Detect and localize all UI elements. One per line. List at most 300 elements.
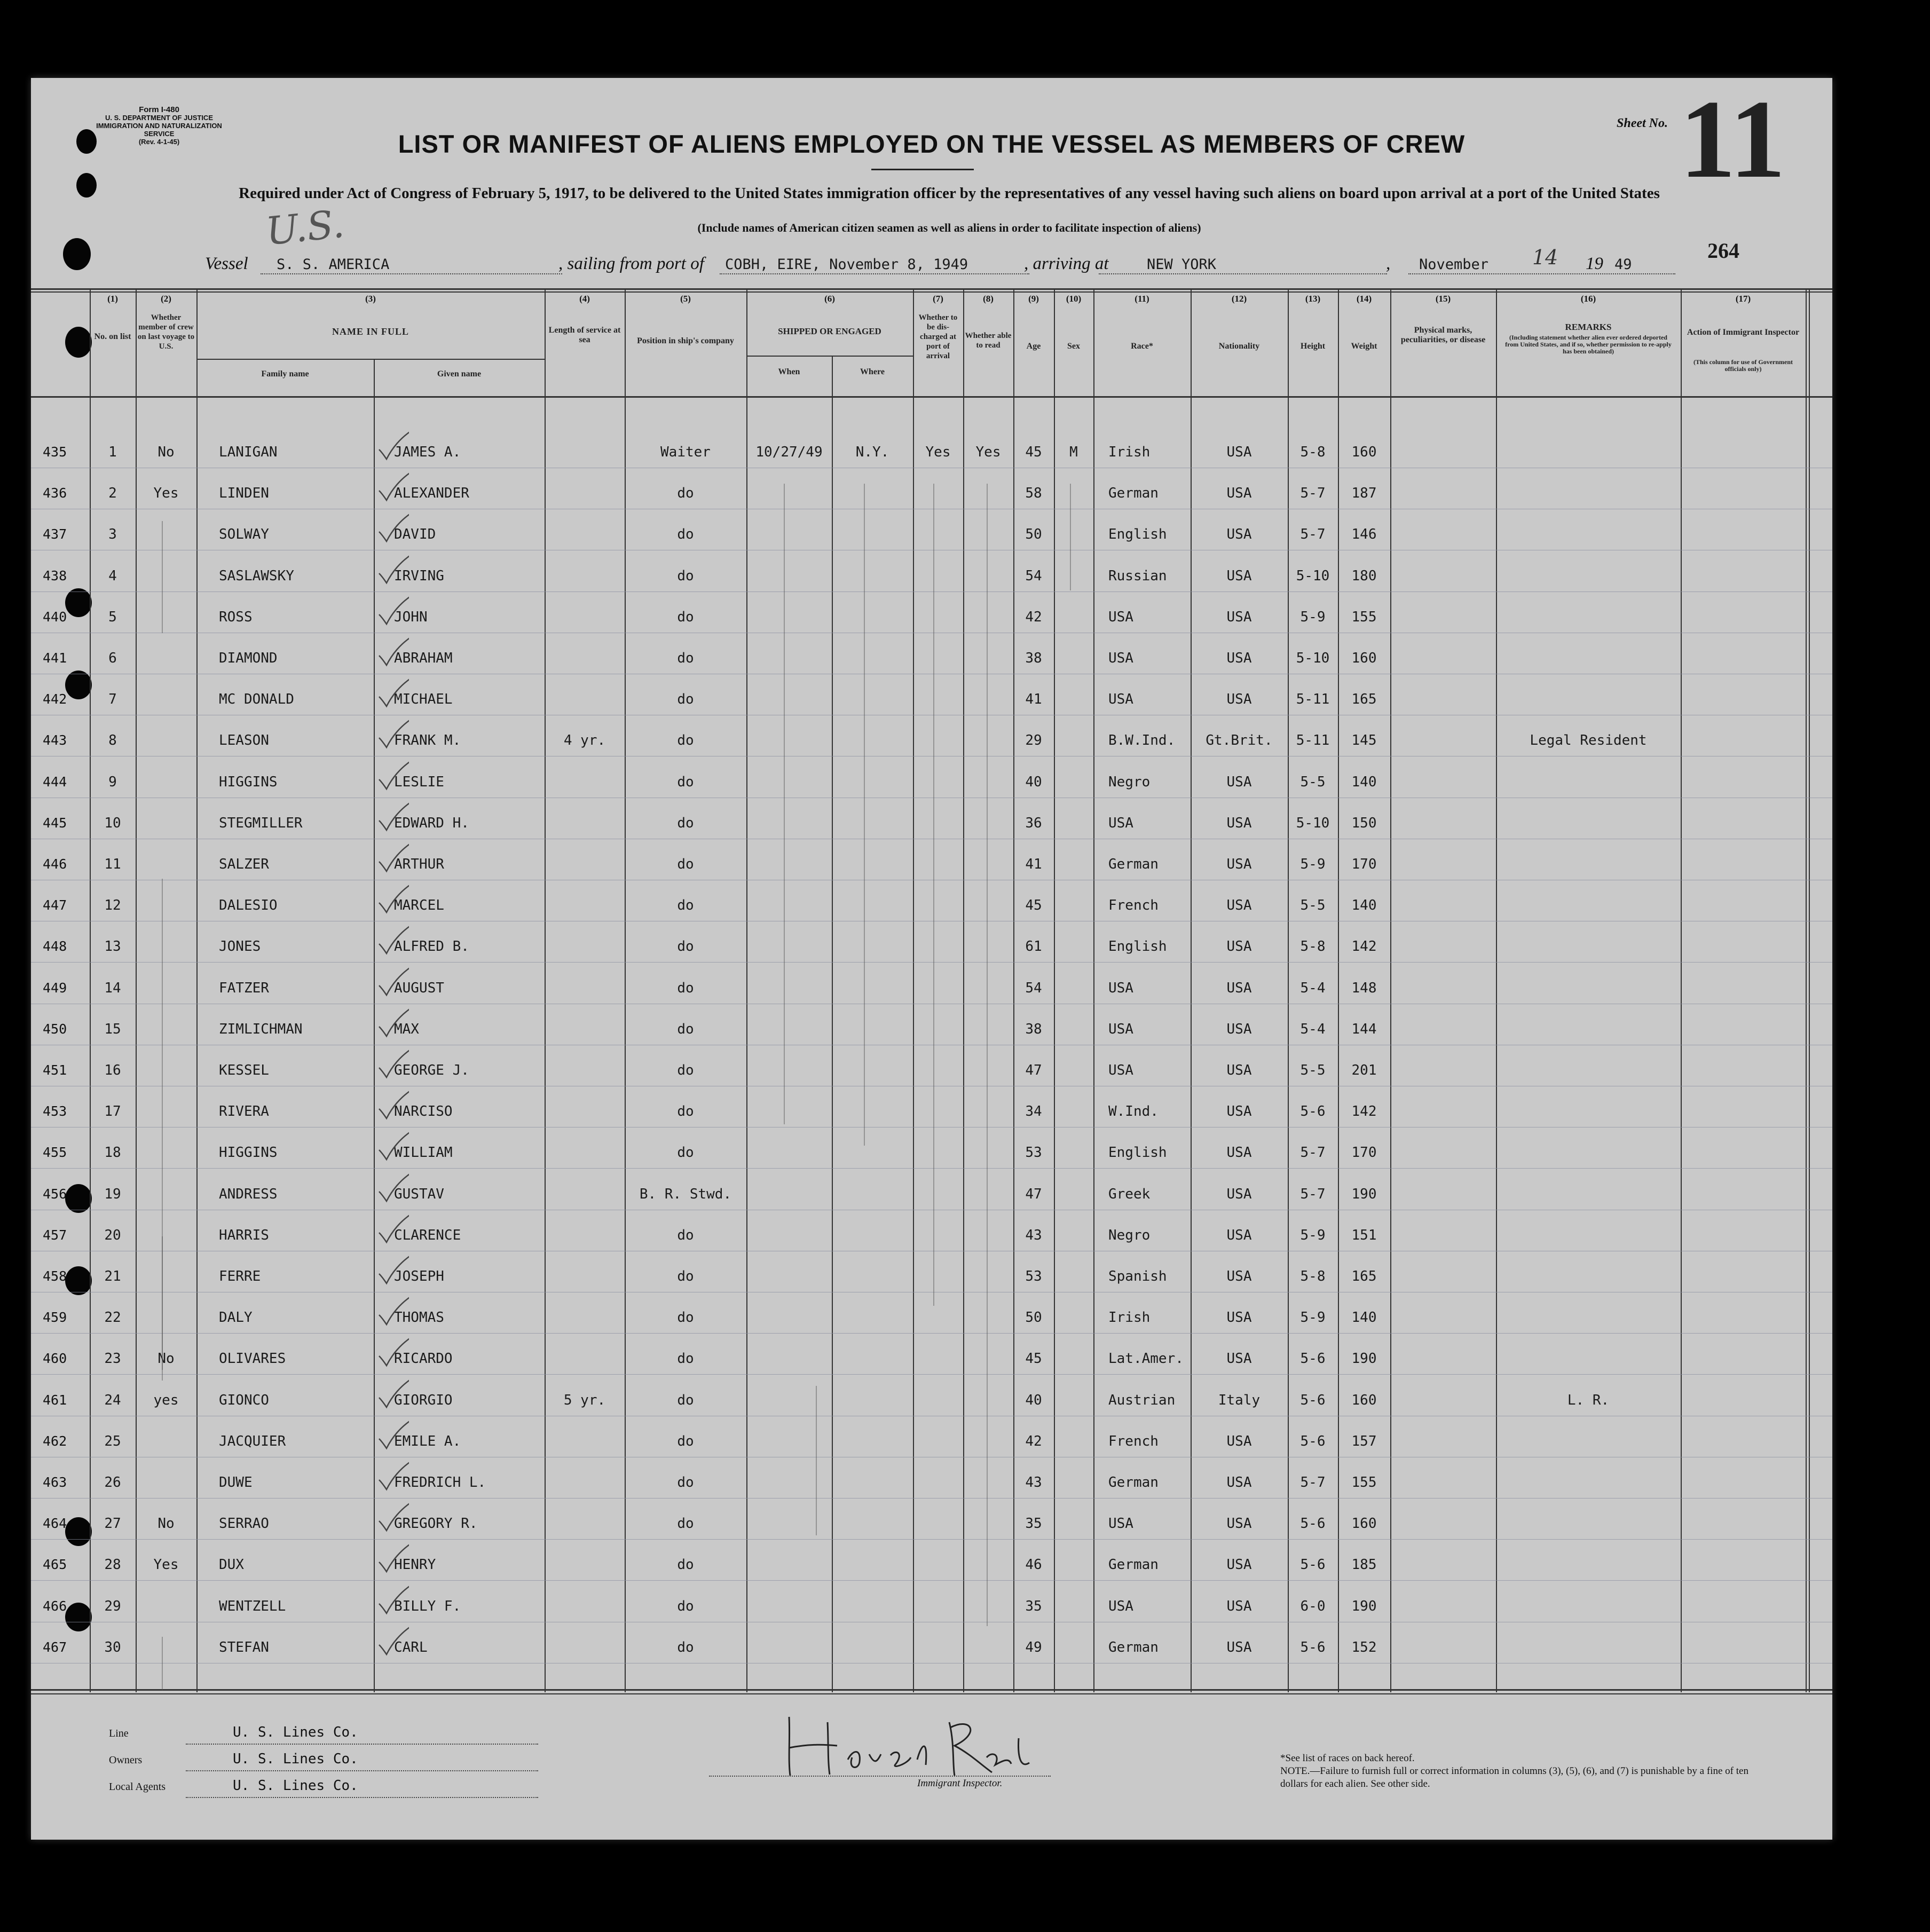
punch-hole — [65, 327, 92, 358]
cell-weight: 152 — [1351, 1639, 1377, 1655]
table-top-border-inner — [31, 291, 1832, 293]
cell-given: IRVING — [394, 567, 444, 584]
cell-age: 45 — [1025, 1351, 1042, 1367]
punch-hole — [63, 238, 91, 270]
cell-age: 35 — [1025, 1598, 1042, 1614]
cell-race: German — [1108, 856, 1159, 872]
cell-height: 5-9 — [1300, 609, 1326, 625]
cell-weight: 140 — [1351, 897, 1377, 914]
cell-height: 5-11 — [1296, 691, 1330, 708]
cell-race: W.Ind. — [1108, 1103, 1159, 1120]
cell-prev: Yes — [153, 1557, 179, 1573]
cell-nationality: USA — [1226, 1021, 1252, 1037]
checkmark-icon — [377, 965, 409, 997]
cell-weight: 140 — [1351, 1310, 1377, 1326]
cell-race: USA — [1108, 980, 1133, 996]
vessel-name: S. S. AMERICA — [277, 256, 390, 273]
arriving-label: , arriving at — [1024, 254, 1109, 273]
margin-line-number: 459 — [43, 1310, 67, 1326]
cell-position: do — [677, 691, 694, 708]
cell-no: 15 — [104, 1021, 121, 1037]
margin-line-number: 456 — [43, 1186, 67, 1202]
cell-no: 14 — [104, 980, 121, 996]
cell-no: 6 — [108, 650, 117, 666]
cell-age: 35 — [1025, 1516, 1042, 1532]
cell-remarks: Legal Resident — [1530, 732, 1647, 749]
cell-height: 5-7 — [1300, 1186, 1326, 1202]
cell-race: English — [1108, 526, 1167, 543]
cell-position: do — [677, 815, 694, 831]
col-rule — [196, 288, 198, 1692]
col-rule — [1806, 288, 1807, 1692]
cell-no: 29 — [104, 1598, 121, 1614]
row-rule — [31, 1580, 1832, 1581]
vessel-label: Vessel — [205, 254, 248, 273]
row-rule — [31, 962, 1832, 963]
cell-family: SERRAO — [219, 1516, 269, 1532]
cell-height: 5-6 — [1300, 1103, 1326, 1120]
sheet-number: 11 — [1680, 77, 1786, 201]
date-dotline — [1408, 273, 1675, 274]
cell-position: do — [677, 939, 694, 955]
cell-race: Greek — [1108, 1186, 1151, 1202]
form-revision: (Rev. 4-1-45) — [138, 138, 180, 146]
margin-line-number: 441 — [43, 650, 67, 666]
arrival-day: 14 — [1532, 246, 1558, 269]
cell-weight: 185 — [1351, 1557, 1377, 1573]
checkmark-icon — [377, 1130, 409, 1162]
cell-position: do — [677, 1474, 694, 1491]
cell-position: do — [677, 1310, 694, 1326]
col-rule — [1809, 288, 1810, 1692]
cell-prev: No — [157, 444, 175, 460]
arrival-year: 49 — [1614, 256, 1632, 273]
margin-line-number: 440 — [43, 609, 67, 625]
punch-hole — [65, 671, 92, 699]
cell-family: LANIGAN — [219, 444, 278, 460]
cell-nationality: USA — [1226, 1186, 1252, 1202]
cell-nationality: USA — [1226, 1351, 1252, 1367]
cell-given: NARCISO — [394, 1103, 453, 1120]
margin-line-number: 451 — [43, 1062, 67, 1078]
ditto-line — [864, 484, 865, 1146]
cell-prev: Yes — [153, 485, 179, 502]
cell-height: 5-6 — [1300, 1351, 1326, 1367]
cell-height: 5-9 — [1300, 856, 1326, 872]
handwritten-mark: U.S. — [264, 201, 346, 254]
row-rule — [31, 1333, 1832, 1334]
cell-given: MICHAEL — [394, 691, 453, 708]
inspector-label: Immigrant Inspector. — [917, 1778, 1003, 1789]
cell-weight: 160 — [1351, 1392, 1377, 1408]
margin-line-number: 462 — [43, 1433, 67, 1449]
cell-race: USA — [1108, 650, 1133, 666]
cell-race: Negro — [1108, 774, 1151, 790]
cell-no: 19 — [104, 1186, 121, 1202]
cell-age: 41 — [1025, 691, 1042, 708]
checkmark-icon — [377, 1542, 409, 1574]
checkmark-icon — [377, 841, 409, 873]
col11-number: (11) — [1135, 294, 1149, 304]
cell-age: 61 — [1025, 939, 1042, 955]
cell-age: 38 — [1025, 650, 1042, 666]
row-rule — [31, 1374, 1832, 1375]
cell-race: B.W.Ind. — [1108, 732, 1176, 749]
cell-family: HIGGINS — [219, 1145, 278, 1161]
cell-weight: 165 — [1351, 691, 1377, 708]
cell-given: CLARENCE — [394, 1227, 461, 1243]
cell-family: DALY — [219, 1310, 253, 1326]
sailing-label: , sailing from port of — [558, 254, 704, 273]
margin-line-number: 458 — [43, 1268, 67, 1284]
cell-given: EMILE A. — [394, 1433, 461, 1449]
cell-nationality: USA — [1226, 1310, 1252, 1326]
cell-family: HIGGINS — [219, 774, 278, 790]
cell-height: 5-4 — [1300, 980, 1326, 996]
cell-family: ZIMLICHMAN — [219, 1021, 303, 1037]
cell-height: 5-7 — [1300, 1145, 1326, 1161]
cell-nationality: USA — [1226, 1474, 1252, 1491]
ditto-line — [162, 879, 163, 1381]
cell-position: do — [677, 1268, 694, 1284]
cell-height: 5-8 — [1300, 1268, 1326, 1284]
family-name-header: Family name — [261, 369, 309, 378]
cell-weight: 146 — [1351, 526, 1377, 543]
cell-age: 34 — [1025, 1103, 1042, 1120]
cell-age: 40 — [1025, 1392, 1042, 1408]
margin-line-number: 436 — [43, 485, 67, 501]
cell-weight: 170 — [1351, 1145, 1377, 1161]
cell-nationality: USA — [1226, 856, 1252, 872]
manifest-page — [31, 78, 1832, 1840]
cell-weight: 140 — [1351, 774, 1377, 790]
cell-no: 12 — [104, 897, 121, 914]
cell-height: 5-11 — [1296, 732, 1330, 749]
ditto-line — [162, 521, 163, 633]
cell-race: Austrian — [1108, 1392, 1176, 1408]
cell-height: 5-7 — [1300, 485, 1326, 502]
cell-given: AUGUST — [394, 980, 444, 996]
cell-family: HARRIS — [219, 1227, 269, 1243]
cell-given: ALFRED B. — [394, 939, 469, 955]
ditto-line — [784, 484, 785, 1124]
col-rule — [1054, 288, 1055, 1692]
cell-height: 5-5 — [1300, 897, 1326, 914]
punch-hole — [65, 1603, 92, 1631]
checkmark-icon — [377, 553, 409, 585]
cell-nationality: USA — [1226, 897, 1252, 914]
cell-height: 5-4 — [1300, 1021, 1326, 1037]
cell-family: OLIVARES — [219, 1351, 286, 1367]
cell-race: USA — [1108, 1598, 1133, 1614]
cell-given: HENRY — [394, 1557, 436, 1573]
cell-no: 4 — [108, 567, 117, 584]
checkmark-icon — [377, 635, 409, 667]
cell-given: WILLIAM — [394, 1145, 453, 1161]
checkmark-icon — [377, 717, 409, 750]
cell-height: 5-9 — [1300, 1227, 1326, 1243]
margin-line-number: 435 — [43, 444, 67, 460]
margin-line-number: 461 — [43, 1392, 67, 1408]
given-name-header: Given name — [437, 369, 482, 378]
arrival-month: November — [1419, 256, 1489, 273]
stamp-number: 264 — [1707, 239, 1739, 263]
cell-family: SOLWAY — [219, 526, 269, 543]
cell-prev: No — [157, 1351, 175, 1367]
cell-age: 46 — [1025, 1557, 1042, 1573]
cell-given: GREGORY R. — [394, 1516, 478, 1532]
cell-position: do — [677, 1557, 694, 1573]
margin-line-number: 443 — [43, 732, 67, 748]
cell-race: Negro — [1108, 1227, 1151, 1243]
cell-nationality: USA — [1226, 1145, 1252, 1161]
checkmark-icon — [377, 1089, 409, 1121]
cell-position: do — [677, 485, 694, 502]
cell-age: 41 — [1025, 856, 1042, 872]
checkmark-icon — [377, 759, 409, 791]
cell-race: French — [1108, 1433, 1159, 1449]
agents-label: Local Agents — [109, 1781, 166, 1793]
cell-service: 4 yr. — [563, 732, 606, 749]
col9-number: (9) — [1028, 294, 1039, 304]
table-bottom-border — [31, 1689, 1832, 1691]
col13-number: (13) — [1305, 294, 1321, 304]
cell-family: GIONCO — [219, 1392, 269, 1408]
cell-given: JOSEPH — [394, 1268, 444, 1284]
line-value: U. S. Lines Co. — [233, 1724, 358, 1740]
cell-no: 18 — [104, 1145, 121, 1161]
cell-position: do — [677, 1392, 694, 1408]
line-dotline — [186, 1744, 538, 1745]
col13-header: Height — [1300, 342, 1326, 351]
cell-age: 53 — [1025, 1268, 1042, 1284]
cell-no: 21 — [104, 1268, 121, 1284]
cell-nationality: USA — [1226, 485, 1252, 502]
cell-race: USA — [1108, 1021, 1133, 1037]
col-rule — [545, 288, 546, 1692]
cell-weight: 157 — [1351, 1433, 1377, 1449]
margin-line-number: 446 — [43, 856, 67, 872]
checkmark-icon — [377, 1418, 409, 1450]
col17-number: (17) — [1735, 294, 1751, 304]
ditto-line — [816, 1386, 817, 1535]
margin-line-number: 437 — [43, 526, 67, 542]
cell-race: German — [1108, 1474, 1159, 1491]
cell-no: 5 — [108, 609, 117, 625]
name-subheader-rule — [196, 359, 545, 360]
port-dotline — [720, 273, 1029, 274]
checkmark-icon — [377, 924, 409, 956]
cell-age: 47 — [1025, 1062, 1042, 1078]
cell-weight: 170 — [1351, 856, 1377, 872]
cell-given: FREDRICH L. — [394, 1474, 486, 1491]
cell-prev: yes — [153, 1392, 179, 1408]
cell-no: 27 — [104, 1516, 121, 1532]
agents-value: U. S. Lines Co. — [233, 1778, 358, 1794]
row-rule — [31, 1498, 1832, 1499]
form-department: U. S. DEPARTMENT OF JUSTICE — [105, 114, 213, 122]
cell-family: FATZER — [219, 980, 269, 996]
checkmark-icon — [377, 882, 409, 914]
cell-given: MAX — [394, 1021, 419, 1037]
cell-position: do — [677, 1021, 694, 1037]
inspector-signature — [768, 1706, 1045, 1781]
col12-header: Nationality — [1218, 342, 1260, 351]
cell-age: 42 — [1025, 609, 1042, 625]
col6-number: (6) — [824, 294, 835, 304]
cell-given: BILLY F. — [394, 1598, 461, 1614]
punch-hole — [65, 588, 92, 617]
cell-race: English — [1108, 939, 1167, 955]
col16-header: REMARKS — [1565, 322, 1612, 332]
cell-family: MC DONALD — [219, 691, 294, 708]
cell-nationality: USA — [1226, 567, 1252, 584]
cell-family: JACQUIER — [219, 1433, 286, 1449]
col10-number: (10) — [1066, 294, 1082, 304]
cell-position: do — [677, 1516, 694, 1532]
checkmark-icon — [377, 511, 409, 543]
cell-sex: M — [1069, 444, 1078, 460]
cell-family: RIVERA — [219, 1103, 269, 1120]
checkmark-icon — [377, 800, 409, 832]
checkmark-icon — [377, 1501, 409, 1533]
col-rule — [1496, 288, 1497, 1692]
shipped-where-header: Where — [860, 367, 885, 376]
cell-position: do — [677, 1433, 694, 1449]
cell-weight: 142 — [1351, 1103, 1377, 1120]
cell-age: 43 — [1025, 1227, 1042, 1243]
cell-height: 5-6 — [1300, 1392, 1326, 1408]
col8-header: Whether able to read — [965, 332, 1012, 350]
cell-age: 47 — [1025, 1186, 1042, 1202]
cell-position: do — [677, 980, 694, 996]
cell-given: GIORGIO — [394, 1392, 453, 1408]
margin-line-number: 445 — [43, 815, 67, 831]
col-rule — [1093, 288, 1094, 1692]
cell-nationality: USA — [1226, 609, 1252, 625]
cell-no: 1 — [108, 444, 117, 460]
cell-family: STEFAN — [219, 1639, 269, 1655]
page-title: LIST OR MANIFEST OF ALIENS EMPLOYED ON THE VESSEL AS MEMBERS OF CREW — [398, 130, 1466, 158]
cell-race: English — [1108, 1145, 1167, 1161]
cell-nationality: USA — [1226, 1227, 1252, 1243]
checkmark-icon — [377, 1253, 409, 1286]
checkmark-icon — [377, 1625, 409, 1657]
penalty-note: NOTE.—Failure to furnish full or correct information in columns (3), (5), (6), and (7) is punishable by a fine of ten dollars for each alien. See other side. — [1280, 1765, 1748, 1789]
margin-line-number: 466 — [43, 1598, 67, 1614]
margin-line-number: 448 — [43, 939, 67, 955]
form-service: IMMIGRATION AND NATURALIZATION SERVICE — [96, 122, 222, 138]
cell-height: 5-9 — [1300, 1310, 1326, 1326]
col8-number: (8) — [983, 294, 994, 304]
col11-header: Race* — [1131, 342, 1153, 351]
cell-family: DUWE — [219, 1474, 253, 1491]
owners-dotline — [186, 1770, 538, 1771]
punch-hole — [76, 173, 97, 198]
cell-remarks: L. R. — [1567, 1392, 1610, 1408]
cell-height: 5-5 — [1300, 774, 1326, 790]
cell-race: German — [1108, 1557, 1159, 1573]
cell-age: 45 — [1025, 444, 1042, 460]
margin-line-number: 465 — [43, 1557, 67, 1573]
row-rule — [31, 1168, 1832, 1169]
punch-hole — [65, 1266, 92, 1295]
col9-header: Age — [1026, 342, 1041, 351]
cell-position: do — [677, 774, 694, 790]
margin-line-number: 450 — [43, 1021, 67, 1037]
cell-no: 30 — [104, 1639, 121, 1655]
cell-nationality: USA — [1226, 1062, 1252, 1078]
ditto-line — [987, 484, 988, 1626]
cell-family: DIAMOND — [219, 650, 278, 666]
row-rule — [31, 1539, 1832, 1540]
cell-position: do — [677, 732, 694, 749]
cell-no: 2 — [108, 485, 117, 502]
cell-height: 5-10 — [1296, 567, 1330, 584]
col3-number: (3) — [365, 294, 376, 304]
cell-given: GUSTAV — [394, 1186, 444, 1202]
cell-height: 5-6 — [1300, 1433, 1326, 1449]
margin-line-number: 438 — [43, 567, 67, 583]
cell-age: 42 — [1025, 1433, 1042, 1449]
cell-position: B. R. Stwd. — [639, 1186, 732, 1202]
cell-nationality: USA — [1226, 1598, 1252, 1614]
col7-header: Whether to be dis-charged at port of arrival — [918, 313, 958, 360]
sailing-port: COBH, EIRE, November 8, 1949 — [725, 256, 968, 273]
cell-age: 38 — [1025, 1021, 1042, 1037]
col-rule — [963, 288, 964, 1692]
cell-age: 53 — [1025, 1145, 1042, 1161]
cell-age: 54 — [1025, 980, 1042, 996]
cell-nationality: USA — [1226, 444, 1252, 460]
cell-no: 7 — [108, 691, 117, 708]
title-underline — [871, 169, 974, 170]
cell-height: 5-10 — [1296, 650, 1330, 666]
cell-nationality: Gt.Brit. — [1206, 732, 1273, 749]
cell-age: 43 — [1025, 1474, 1042, 1491]
cell-position: do — [677, 1062, 694, 1078]
cell-weight: 190 — [1351, 1598, 1377, 1614]
margin-line-number: 467 — [43, 1639, 67, 1655]
cell-race: Spanish — [1108, 1268, 1167, 1284]
cell-no: 24 — [104, 1392, 121, 1408]
cell-nationality: USA — [1226, 1557, 1252, 1573]
col2-number: (2) — [161, 294, 171, 304]
cell-no: 16 — [104, 1062, 121, 1078]
cell-no: 3 — [108, 526, 117, 543]
cell-nationality: USA — [1226, 980, 1252, 996]
cell-no: 22 — [104, 1310, 121, 1326]
col-rule — [913, 288, 914, 1692]
margin-line-number: 464 — [43, 1516, 67, 1532]
cell-given: FRANK M. — [394, 732, 461, 749]
col1-number: (1) — [107, 294, 118, 304]
cell-service: 5 yr. — [563, 1392, 606, 1408]
cell-height: 5-6 — [1300, 1516, 1326, 1532]
checkmark-icon — [377, 1460, 409, 1492]
cell-no: 10 — [104, 815, 121, 831]
cell-nationality: USA — [1226, 1516, 1252, 1532]
cell-age: 29 — [1025, 732, 1042, 749]
cell-where: N.Y. — [855, 444, 889, 460]
cell-nationality: USA — [1226, 691, 1252, 708]
col2-header: Whether member of crew on last voyage to U.S. — [137, 313, 195, 351]
cell-weight: 190 — [1351, 1186, 1377, 1202]
sheet-label: Sheet No. — [1617, 116, 1668, 130]
cell-no: 20 — [104, 1227, 121, 1243]
cell-weight: 160 — [1351, 1516, 1377, 1532]
col-rule — [1390, 288, 1391, 1692]
